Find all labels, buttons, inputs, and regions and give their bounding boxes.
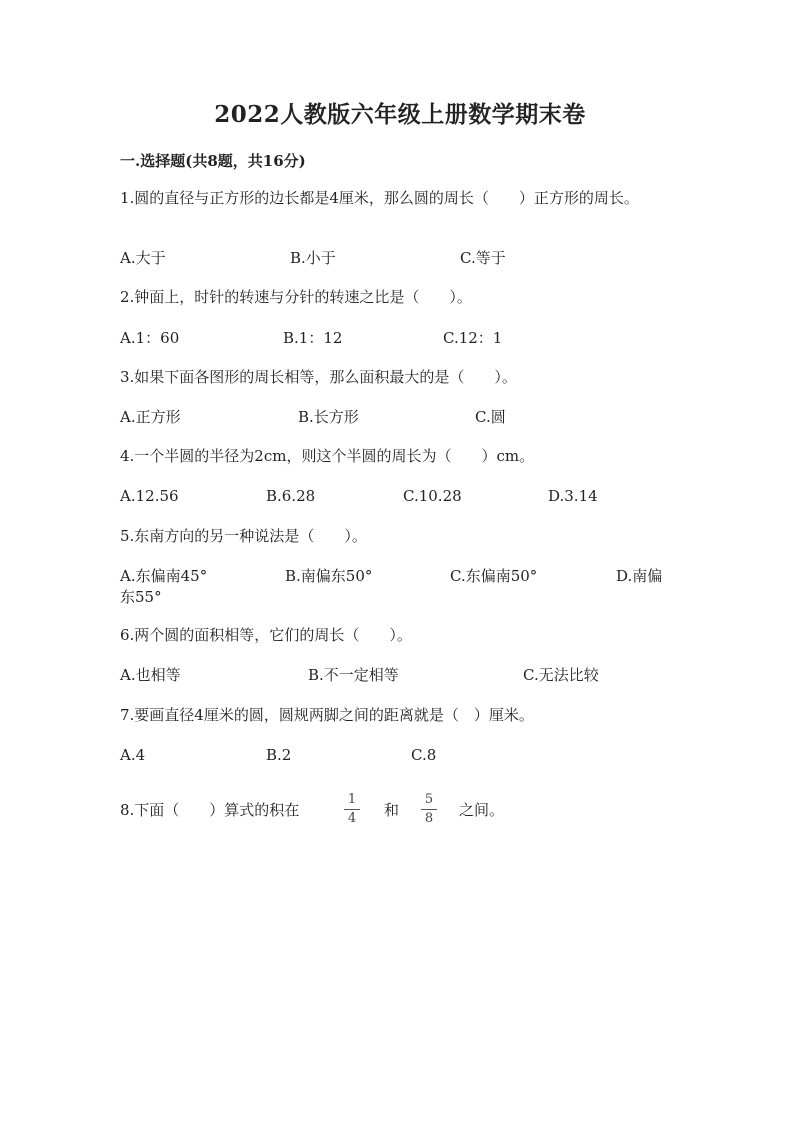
option-c[interactable]: C.8 [411,746,437,764]
fraction-five-eighths [421,792,437,827]
question-2: 2.钟面上，时针的转速与分针的转速之比是（ ）。 [120,288,472,306]
option-a[interactable]: A.大于 [120,249,166,267]
option-b[interactable]: B.不一定相等 [308,666,399,684]
question-3: 3.如果下面各图形的周长相等，那么面积最大的是（ ）。 [120,368,517,386]
fraction-denominator: 4 [347,811,357,826]
option-c[interactable]: C.圆 [475,408,506,426]
section-heading: 一.选择题(共8题，共16分) [120,152,306,170]
fraction-denominator: 8 [424,811,434,826]
question-4: 4.一个半圆的半径为2cm，则这个半圆的周长为（ ）cm。 [120,447,535,465]
fraction-bar [344,809,360,810]
page-title: 2022人教版六年级上册数学期末卷 [214,101,586,128]
question-8-suffix: 之间。 [459,801,505,819]
question-8-and: 和 [384,801,400,819]
option-a[interactable]: A.也相等 [120,666,181,684]
option-c[interactable]: C.等于 [460,249,506,267]
option-a[interactable]: A.12.56 [120,487,179,505]
option-c[interactable]: C.东偏南50° [450,567,538,585]
question-8-prefix: 8.下面（ ）算式的积在 [120,801,300,819]
option-d[interactable]: D.3.14 [548,487,598,505]
option-a[interactable]: A.1：60 [120,329,180,347]
option-b[interactable]: B.小于 [290,249,336,267]
option-c[interactable]: C.12：1 [443,329,503,347]
option-b[interactable]: B.6.28 [266,487,316,505]
option-c[interactable]: C.10.28 [403,487,462,505]
fraction-numerator: 1 [347,792,357,807]
option-a[interactable]: A.4 [120,746,146,764]
question-6: 6.两个圆的面积相等，它们的周长（ ）。 [120,626,412,644]
option-b[interactable]: B.南偏东50° [285,567,373,585]
fraction-bar [421,809,437,810]
question-5: 5.东南方向的另一种说法是（ ）。 [120,527,367,545]
option-c[interactable]: C.无法比较 [523,666,599,684]
question-7: 7.要画直径4厘米的圆，圆规两脚之间的距离就是（ ）厘米。 [120,706,534,724]
option-a[interactable]: A.正方形 [120,408,181,426]
option-a[interactable]: A.东偏南45° [120,567,208,585]
question-1: 1.圆的直径与正方形的边长都是4厘米，那么圆的周长（ ）正方形的周长。 [120,189,639,207]
option-d-continued: 东55° [120,588,162,606]
option-d[interactable]: D.南偏 [616,567,663,585]
option-b[interactable]: B.长方形 [298,408,359,426]
fraction-numerator: 5 [424,792,434,807]
option-b[interactable]: B.2 [266,746,292,764]
option-b[interactable]: B.1：12 [283,329,343,347]
fraction-one-quarter [344,792,360,827]
